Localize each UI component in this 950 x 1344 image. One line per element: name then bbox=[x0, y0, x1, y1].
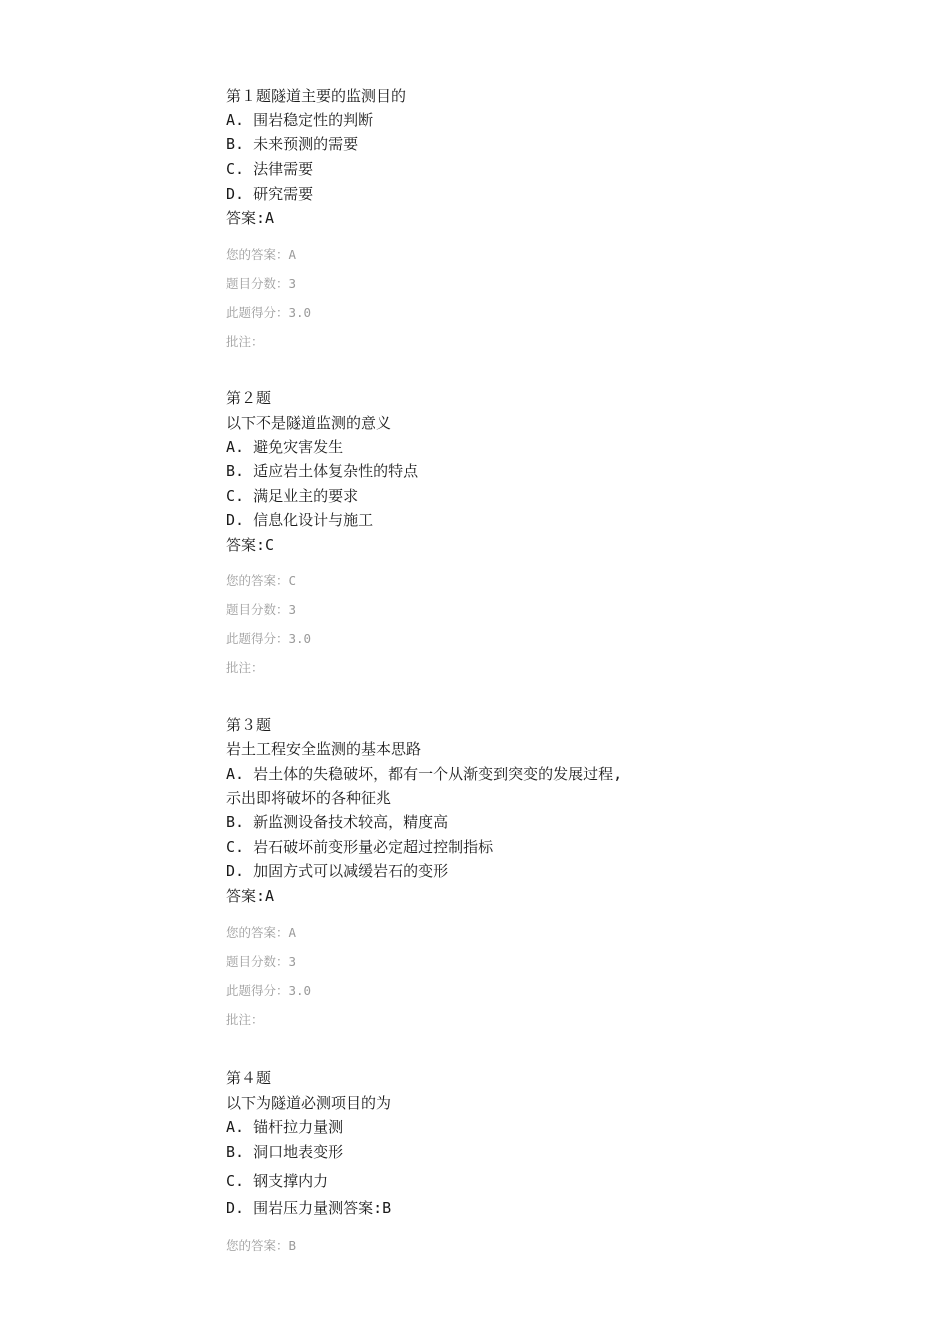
question-number: 第４题 bbox=[226, 1069, 272, 1087]
option-c: C. 岩石破坏前变形量必定超过控制指标 bbox=[226, 838, 494, 856]
option-c: C. 法律需要 bbox=[226, 160, 314, 178]
option-c: C. 钢支撑内力 bbox=[226, 1172, 329, 1190]
comment-label: 批注： bbox=[226, 660, 264, 675]
option-a: A. 避免灾害发生 bbox=[226, 438, 344, 456]
comment-label: 批注： bbox=[226, 1012, 264, 1027]
option-a: A. 围岩稳定性的判断 bbox=[226, 111, 374, 129]
question-score: 题目分数：3 bbox=[226, 954, 297, 969]
option-d: D. 研究需要 bbox=[226, 185, 314, 203]
score-earned: 此题得分：3.0 bbox=[226, 305, 312, 320]
score-earned: 此题得分：3.0 bbox=[226, 983, 312, 998]
option-b: B. 新监测设备技术较高，精度高 bbox=[226, 813, 449, 831]
answer-line: 答案:A bbox=[226, 887, 275, 905]
question-title: 第１题隧道主要的监测目的 bbox=[226, 87, 407, 105]
option-a-continued: 示出即将破坏的各种征兆 bbox=[226, 789, 392, 807]
your-answer: 您的答案：C bbox=[226, 573, 297, 588]
your-answer: 您的答案：B bbox=[226, 1238, 297, 1253]
answer-line: 答案:C bbox=[226, 536, 275, 554]
option-d: D. 信息化设计与施工 bbox=[226, 511, 374, 529]
your-answer: 您的答案：A bbox=[226, 247, 297, 262]
option-a: A. 锚杆拉力量测 bbox=[226, 1118, 344, 1136]
question-number: 第２题 bbox=[226, 389, 272, 407]
option-d: D. 加固方式可以减缓岩石的变形 bbox=[226, 862, 449, 880]
option-d-with-answer: D. 围岩压力量测答案:B bbox=[226, 1199, 392, 1217]
option-b: B. 适应岩土体复杂性的特点 bbox=[226, 462, 419, 480]
option-c: C. 满足业主的要求 bbox=[226, 487, 359, 505]
question-score: 题目分数：3 bbox=[226, 602, 297, 617]
option-b: B. 洞口地表变形 bbox=[226, 1143, 344, 1161]
comment-label: 批注： bbox=[226, 334, 264, 349]
question-number: 第３题 bbox=[226, 716, 272, 734]
score-earned: 此题得分：3.0 bbox=[226, 631, 312, 646]
your-answer: 您的答案：A bbox=[226, 925, 297, 940]
option-a: A. 岩土体的失稳破坏，都有一个从渐变到突变的发展过程, bbox=[226, 765, 623, 783]
answer-line: 答案:A bbox=[226, 209, 275, 227]
question-score: 题目分数：3 bbox=[226, 276, 297, 291]
question-title: 岩土工程安全监测的基本思路 bbox=[226, 740, 422, 758]
option-b: B. 未来预测的需要 bbox=[226, 135, 359, 153]
question-title: 以下为隧道必测项目的为 bbox=[226, 1094, 392, 1112]
question-title: 以下不是隧道监测的意义 bbox=[226, 414, 392, 432]
